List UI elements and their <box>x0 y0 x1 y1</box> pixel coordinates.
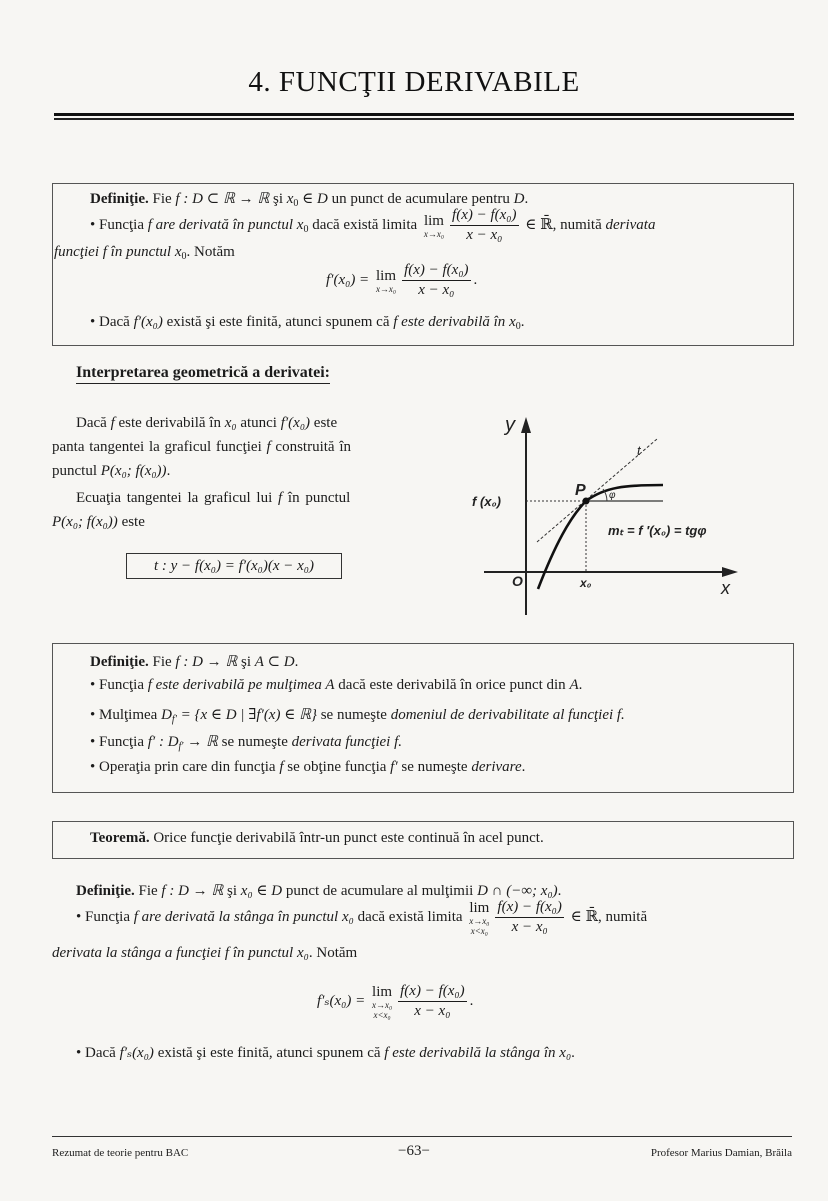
limit-operator: lim x→x₀ <box>423 212 445 239</box>
def2-intro: Definiţie. Fie f : D → ℝ şi A ⊂ D. <box>90 654 299 670</box>
svg-text:O: O <box>512 573 523 589</box>
def1-intro: Definiţie. Fie f : D ⊂ ℝ → ℝ şi $x_0$ ∈ D un punct de acumulare pentru D. <box>90 191 529 209</box>
y-axis-arrow-icon <box>521 417 531 433</box>
svg-text:mₜ = f ′(x₀) = tgφ: mₜ = f ′(x₀) = tgφ <box>608 523 707 538</box>
def1-bullet-2: • Dacă f′(x₀) există şi este finită, atunci spunem că f este derivabilă în $x_0$. <box>90 314 525 332</box>
def3-bullet-1: • Funcţia f are derivată la stânga în punctul x₀ dacă există limita lim x→x₀ x<x₀ $\frac{\text{f(x) − f(x₀)}}{\text{x − x₀}}$ ∈ ℝ̄, numită <box>76 899 648 936</box>
chapter-title: 4. FUNCŢII DERIVABILE <box>248 66 580 98</box>
def3-bullet-2: • Dacă f′ₛ(x₀) există şi este finită, atunci spunem că f este derivabilă la stânga în x₀. <box>76 1045 575 1061</box>
svg-text:y: y <box>505 414 515 436</box>
def2-bullet-3: • Funcţia f′ : $D_{f'}$ → ℝ se numeşte derivata funcţiei f. <box>90 734 403 752</box>
svg-text:f (x₀): f (x₀) <box>472 494 501 509</box>
svg-text:P: P <box>575 482 586 499</box>
def3-intro: Definiţie. Fie f : D → ℝ şi x₀ ∈ D punct de acumulare al mulţimii D ∩ (−∞; x₀). <box>76 883 562 899</box>
theorem-text: Teoremă. Orice funcţie derivabilă într-un punct este continuă în acel punct. <box>90 830 544 846</box>
section-title-geometric: Interpretarea geometrică a derivatei: <box>76 364 330 384</box>
geom-p1-line3: punctul P(x₀; f(x₀)). <box>52 463 171 479</box>
theorem-heading: Teoremă. <box>90 830 150 846</box>
geom-p2-line1: Ecuaţia tangentei la graficul lui f în punctul <box>76 490 351 506</box>
svg-text:t: t <box>637 443 641 458</box>
def3-bullet-1-cont: derivata la stânga a funcţiei f în punctul x₀. Notăm <box>52 945 358 961</box>
def3-display-formula: f′ₛ(x₀) = lim x→x₀ x<x₀ $\frac{\text{f(x) − f(x₀)}}{\text{x − x₀}}$ . <box>317 983 474 1020</box>
geom-p2-line2: P(x₀; f(x₀)) este <box>52 514 145 530</box>
def1-heading: Definiţie. <box>90 191 149 207</box>
footer-right: Profesor Marius Damian, Brăila <box>650 1147 792 1159</box>
def1-bullet-1-cont: funcţiei f în punctul $x_0$. Notăm <box>54 244 235 262</box>
footer-left: Rezumat de teorie pentru BAC <box>52 1147 189 1159</box>
def1-display-formula: f′(x₀) = lim x→x₀ $\frac{\text{f(x) − f(x₀)}}{\text{x − x₀}}$ . <box>326 262 478 298</box>
tangent-equation-box: t : y − f(x₀) = f′(x₀)(x − x₀) <box>126 553 342 579</box>
tangent-graph-figure <box>470 405 770 620</box>
geom-p1-line2: panta tangentei la graficul funcţiei f construită în <box>52 439 351 455</box>
svg-text:x: x <box>721 578 730 598</box>
footer-rule <box>52 1136 792 1137</box>
def1-bullet-1: • Funcţia f are derivată în punctul $x_0$ dacă există limita lim x→x₀ $\frac{\text{f(x) − f(x₀)}}{\text{x − x₀}}$ ∈ ℝ̄, numită derivata <box>90 207 656 243</box>
def2-bullet-1: • Funcţia f este derivabilă pe mulţimea A dacă este derivabilă în orice punct din A. <box>90 677 583 693</box>
def2-bullet-4: • Operaţia prin care din funcţia f se obţine funcţia f′ se numeşte derivare. <box>90 759 526 775</box>
difference-quotient: $\frac{\text{f(x) − f(x₀)}}{\text{x − x₀}}$ <box>452 207 517 243</box>
title-rule-thin <box>54 118 794 120</box>
svg-text:φ: φ <box>609 490 616 501</box>
title-rule-thick <box>54 113 794 116</box>
geom-p1-line1: Dacă f este derivabilă în x₀ atunci f′(x₀) este <box>76 415 338 431</box>
page-number: −63− <box>398 1143 430 1159</box>
x-axis-arrow-icon <box>722 567 738 577</box>
svg-text:x₀: x₀ <box>580 576 592 590</box>
def2-bullet-2: • Mulţimea $D_{f'} = \{x$ ∈ D | ∃f′(x) ∈ ℝ} se numeşte domeniul de derivabilitate al funcţiei f. <box>90 707 625 725</box>
